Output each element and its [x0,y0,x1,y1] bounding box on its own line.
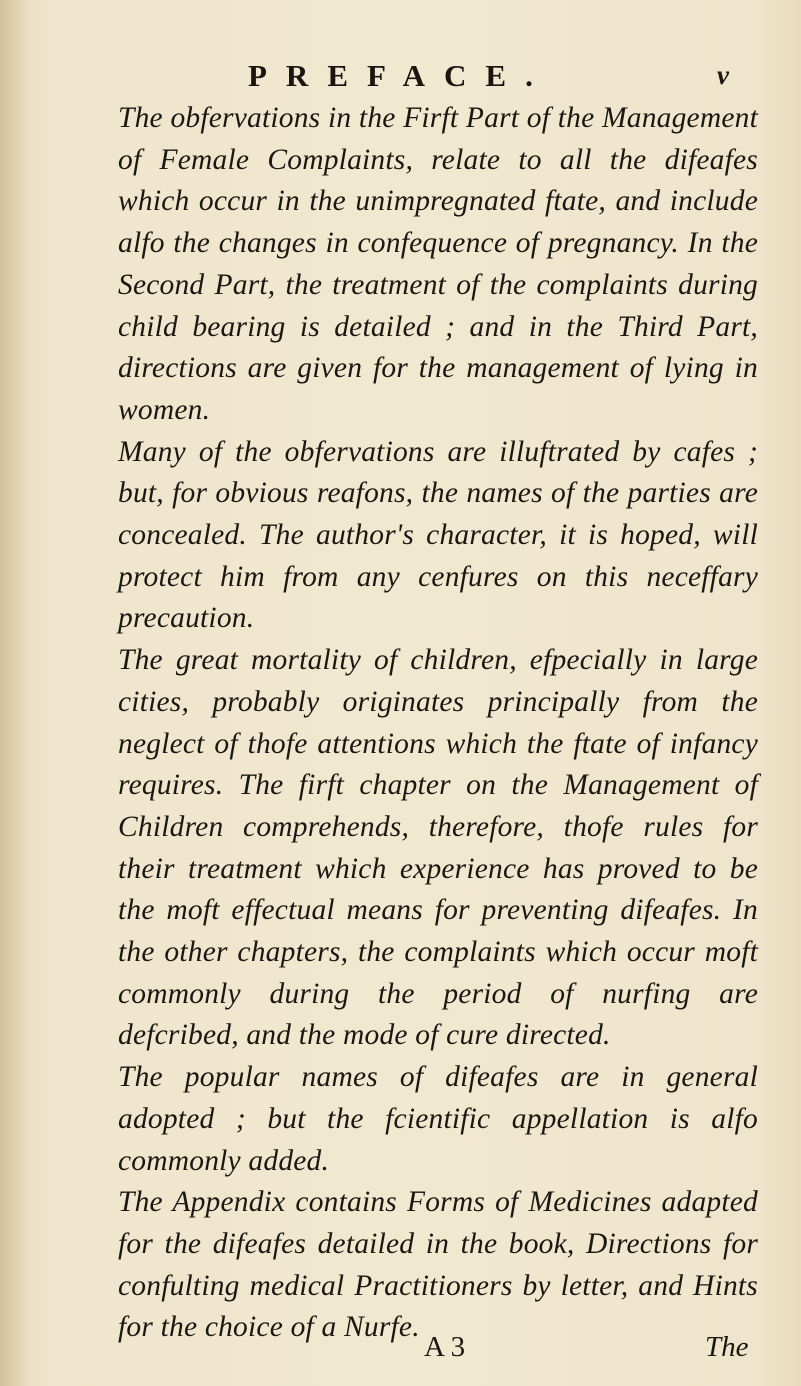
page-number: v [717,60,729,90]
paragraph-appendix: The Appendix contains Forms of Medicines adapted for the difeafes detailed in the book, Directions for confulting medical Practitioners by letter, and Hints for the choice of a Nurfe. [118,1186,758,1344]
paragraph-parts-overview: The obfervations in the Firft Part of the Management of Female Complaints, relate to all the difeafes which occur in the unimpregnated ftate, and include alfo the changes in confequence of pregnancy. In the Second Part, the treatment of the complaints during child bearing is detailed ; and in the Third Part, directions are given for the management of lying in women. [118,102,758,426]
preface-body [118,98,758,1349]
signature-mark: A 3 [424,1331,466,1363]
running-head: PREFACE. [248,58,552,93]
catchword: The [705,1331,749,1363]
paragraph-cases: Many of the obfervations are illuftrated by cafes ; but, for obvious reafons, the names of the parties are concealed. The author's character, it is hoped, will protect him from any cenfures on this neceffary precaution. [118,435,758,635]
paragraph-names: The popular names of difeafes are in general adopted ; but the fcientific appellation is alfo commonly added. [118,1061,758,1177]
page-footer [0,1331,801,1375]
page-edge-stain [0,0,30,1386]
paragraph-children: The great mortality of children, efpecially in large cities, probably originates principally from the neglect of thofe attentions which the ftate of infancy requires. The firft chapter on the Management of Children comprehends, therefore, thofe rules for their treatment which experience has proved to be the moft effectual means for preventing difeafes. In the other chapters, the complaints which occur moft commonly during the period of nurfing are defcribed, and the mode of cure directed. [118,644,758,1052]
